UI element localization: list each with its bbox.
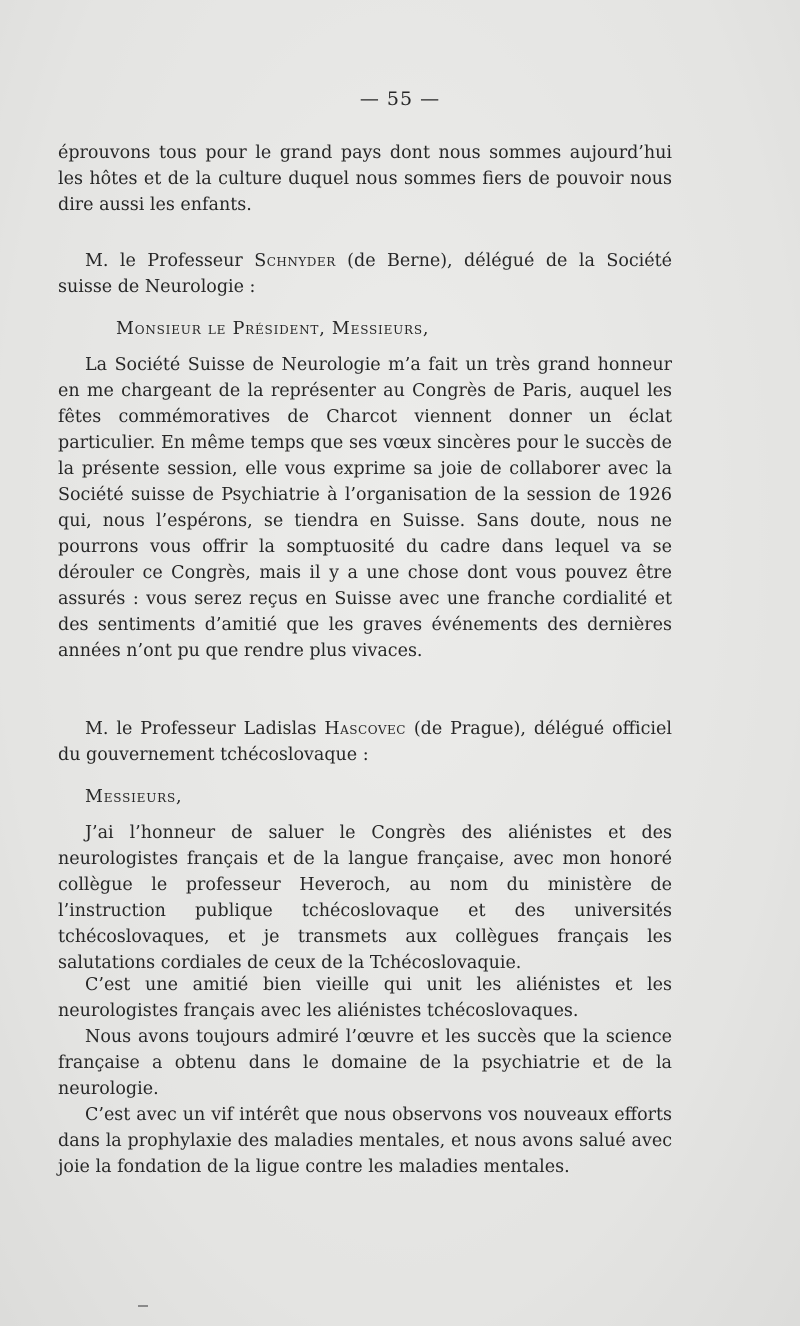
print-mark (138, 1305, 148, 1307)
salutation-president: Monsieur le Président, Messieurs, (116, 319, 430, 339)
paragraph-continuation: éprouvons tous pour le grand pays dont nous sommes aujourd’hui les hôtes et de la culture duquel nous sommes fiers de pouvoir nous dire aussi les enfants. (58, 143, 672, 215)
paragraph-prophylaxis: C’est avec un vif intérêt que nous observons vos nouveaux efforts dans la prophylaxie des maladies mentales, et nous avons salué avec joie la fondation de la ligue contre les maladies mentales. (58, 1105, 672, 1177)
speaker-suffix: (de Prague), délégué officiel du gouvernement tchécoslovaque : (58, 719, 672, 765)
speaker-prefix: M. le Professeur (85, 251, 255, 271)
salutation-messieurs: Messieurs, (85, 787, 183, 807)
paragraph-hascovec-greeting: J’ai l’honneur de saluer le Congrès des aliénistes et des neurologistes français et de la langue française, avec mon honoré collègue le professeur Heveroch, au nom du ministère de l’instruction publique tchécoslovaque et des universités tchécoslovaques, et je transmets aux collègues français les salutations cordiales de ceux de la Tchécoslovaquie. (58, 823, 672, 973)
paragraph-friendship: C’est une amitié bien vieille qui unit les aliénistes et les neurologistes français avec les aliénistes tchécoslovaques. (58, 975, 672, 1021)
speaker-suffix: (de Berne), délégué de la Société suisse de Neurologie : (58, 251, 672, 297)
speaker-name: Schnyder (254, 251, 336, 271)
paragraph-schnyder-speech: La Société Suisse de Neurologie m’a fait un très grand honneur en me chargeant de la représenter au Congrès de Paris, auquel les fêtes commémoratives de Charcot viennent donner un éclat particulier. En même temps que ses vœux sincères pour le succès de la présente session, elle vous exprime sa joie de collaborer avec la Société suisse de Psychiatrie à l’organisation de la session de 1926 qui, nous l’espérons, se tiendra en Suisse. Sans doute, nous ne pourrons vous offrir la somptuosité du cadre dans lequel va se dérouler ce Congrès, mais il y a une chose dont vous pouvez être assurés : vous serez reçus en Suisse avec une franche cordialité et des sentiments d’amitié que les graves événements des dernières années n’ont pu que rendre plus vivaces. (58, 355, 672, 661)
speaker-intro-hascovec (58, 716, 672, 768)
speaker-name: Hascovec (324, 719, 406, 739)
page-number: — 55 — (359, 88, 441, 110)
speaker-prefix: M. le Professeur Ladislas (85, 719, 325, 739)
speaker-intro-schnyder (58, 248, 672, 300)
paragraph-admiration: Nous avons toujours admiré l’œuvre et les succès que la science française a obtenu dans le domaine de la psychiatrie et de la neurologie. (58, 1027, 672, 1099)
